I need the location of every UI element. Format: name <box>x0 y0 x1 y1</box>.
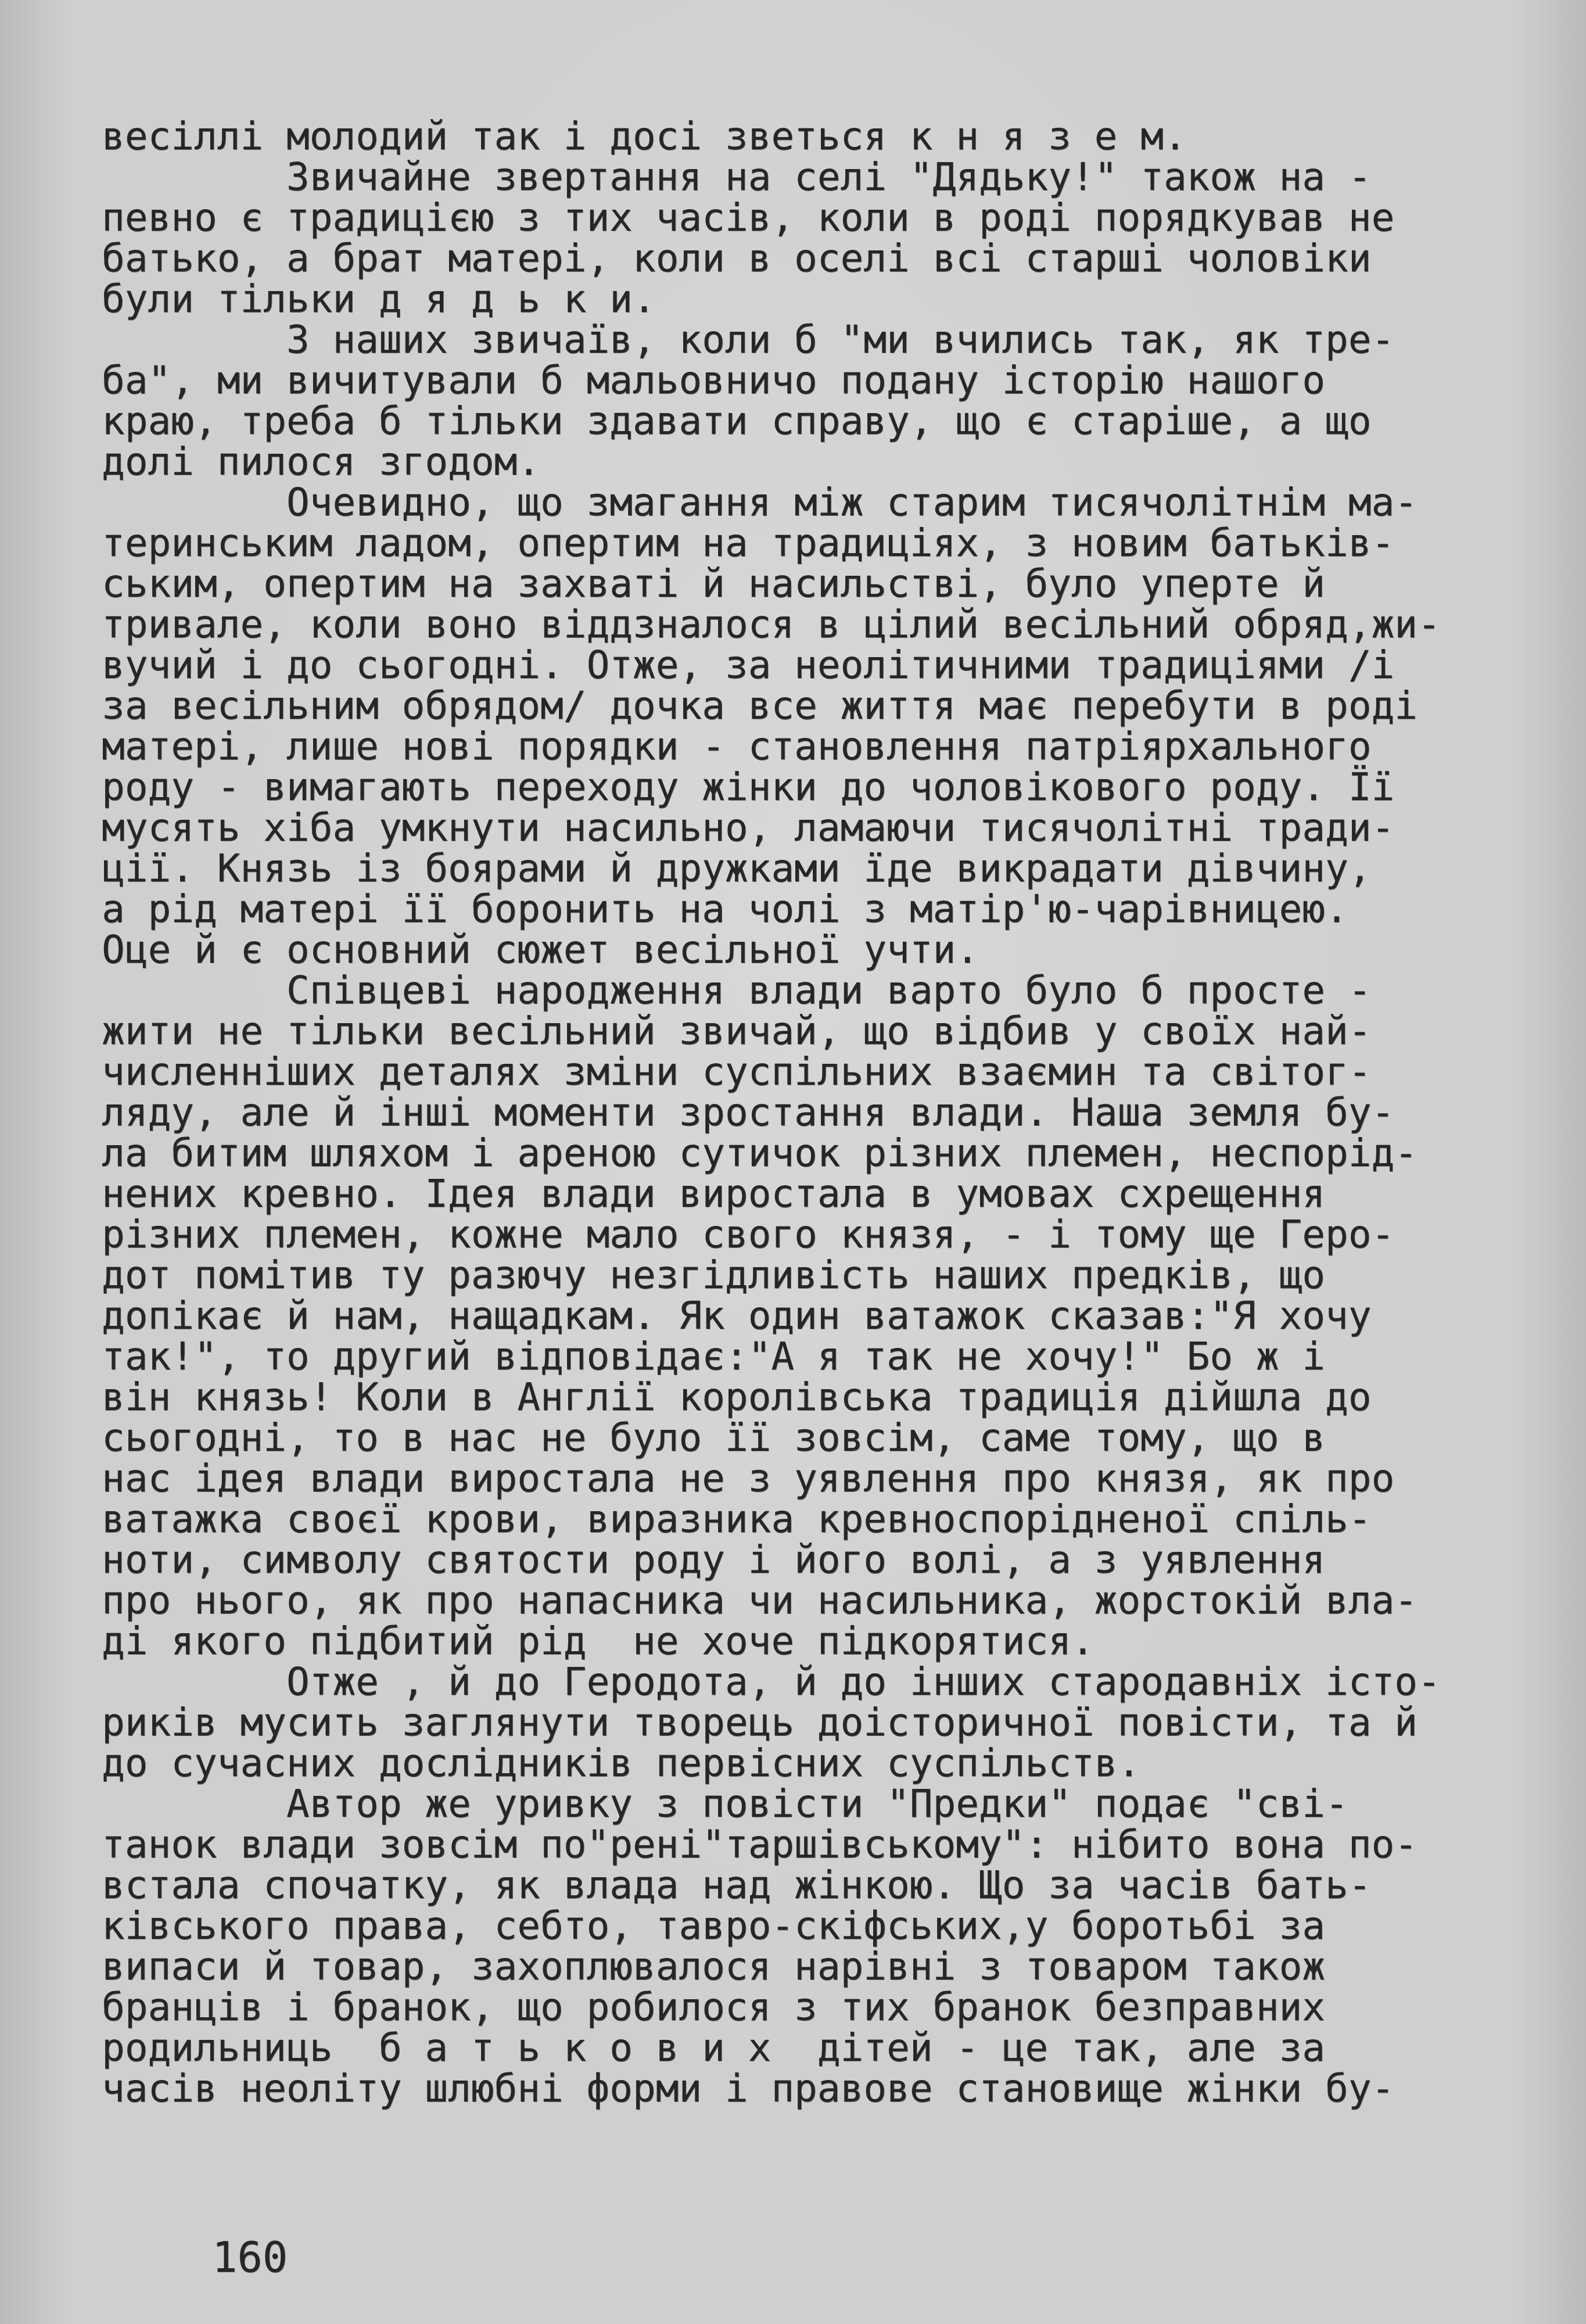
text-line: за весільним обрядом/ дочка все життя має перебути в роді <box>102 683 1418 728</box>
text-line: ватажка своєї крови, виразника кревноспорідненої спіль- <box>102 1497 1372 1541</box>
text-line: родильниць б а т ь к о в и х дітей - це так, але за <box>102 2025 1325 2070</box>
text-line: про нього, як про напасника чи насильника, жорстокій вла- <box>102 1578 1418 1623</box>
text-line: тривале, коли воно віддзналося в цілий весільний обряд,жи- <box>102 602 1441 647</box>
text-line: роду - вимагають переходу жінки до чоловікового роду. Її <box>102 765 1395 809</box>
text-line: випаси й товар, захоплювалося нарівні з товаром також <box>102 1944 1325 1989</box>
text-line: так!", то другий відповідає:"А я так не хочу!" Бо ж і <box>102 1334 1325 1379</box>
text-line: весіллі молодий так і досі зветься к н я з е м. <box>102 114 1187 159</box>
text-line: вучий і до сьогодні. Отже, за неолітичними традиціями /і <box>102 643 1395 687</box>
page-number: 160 <box>212 2233 288 2282</box>
text-line: теринським ладом, опертим на традиціях, з новим батьків- <box>102 521 1395 565</box>
text-line: численніших деталях зміни суспільних взаємин та світог- <box>102 1049 1372 1094</box>
text-line: ції. Князь із боярами й дружками їде викрадати дівчину, <box>102 846 1372 891</box>
text-line: риків мусить заглянути творець доісторичної повісти, та й <box>102 1700 1418 1745</box>
text-line: були тільки д я д ь к и. <box>102 277 656 321</box>
text-line: а рід матері її боронить на чолі з матір'ю-чарівницею. <box>102 887 1348 931</box>
text-line: допікає й нам, нащадкам. Як один ватажок сказав:"Я хочу <box>102 1293 1372 1338</box>
text-line: нас ідея влади виростала не з уявлення про князя, як про <box>102 1456 1395 1501</box>
text-line: ляду, але й інші моменти зростання влади. Наша земля бу- <box>102 1090 1395 1135</box>
text-line: до сучасних дослідників первісних суспільств. <box>102 1741 1141 1785</box>
text-line: батько, а брат матері, коли в оселі всі старші чоловіки <box>102 236 1372 281</box>
text-line: жити не тільки весільний звичай, що відбив у своїх най- <box>102 1009 1372 1053</box>
text-line: ківського права, себто, тавро-скіфських,у боротьбі за <box>102 1903 1325 1948</box>
text-line: сьогодні, то в нас не було її зовсім, саме тому, що в <box>102 1415 1325 1460</box>
text-line: ським, опертим на захваті й насильстві, було уперте й <box>102 561 1325 606</box>
text-line: Отже , й до Геродота, й до інших стародавніх істо- <box>102 1659 1441 1704</box>
text-line: ла битим шляхом і ареною сутичок різних племен, неспорід- <box>102 1131 1418 1175</box>
text-line: долі пилося згодом. <box>102 439 540 484</box>
text-line: Очевидно, що змагання між старим тисячолітнім ма- <box>102 480 1418 525</box>
text-line: дот помітив ту разючу незгідливість наших предків, що <box>102 1253 1325 1297</box>
text-line: часів неоліту шлюбні форми і правове становище жінки бу- <box>102 2066 1395 2111</box>
text-line: нених кревно. Ідея влади виростала в умовах схрещення <box>102 1171 1325 1216</box>
text-line: встала спочатку, як влада над жінкою. Що за часів бать- <box>102 1863 1372 1907</box>
text-line: краю, треба б тільки здавати справу, що є старіше, а що <box>102 399 1372 443</box>
text-line: Співцеві народження влади варто було б просте - <box>102 968 1372 1013</box>
text-line: Оце й є основний сюжет весільної учти. <box>102 927 979 972</box>
text-line: певно є традицією з тих часів, коли в роді порядкував не <box>102 195 1395 240</box>
text-line: він князь! Коли в Англії королівська традиція дійшла до <box>102 1375 1372 1419</box>
text-line: Автор же уривку з повісти "Предки" подає "сві- <box>102 1781 1348 1826</box>
text-line: ба", ми вичитували б мальовничо подану історію нашого <box>102 358 1325 403</box>
text-line: різних племен, кожне мало свого князя, - і тому ще Геро- <box>102 1212 1395 1257</box>
text-line: Звичайне звертання на селі "Дядьку!" також на - <box>102 155 1372 199</box>
text-line: мусять хіба умкнути насильно, ламаючи тисячолітні тради- <box>102 805 1395 850</box>
text-line: матері, лише нові порядки - становлення патріярхального <box>102 724 1372 769</box>
text-line: ді якого підбитий рід не хоче підкорятися. <box>102 1619 1095 1663</box>
text-line: танок влади зовсім по"рені"таршівському": нібито вона по- <box>102 1822 1418 1867</box>
text-line: ноти, символу святости роду і його волі, а з уявлення <box>102 1537 1325 1582</box>
text-line: З наших звичаїв, коли б "ми вчились так, як тре- <box>102 317 1395 362</box>
text-line: бранців і бранок, що робилося з тих бранок безправних <box>102 1985 1325 2029</box>
